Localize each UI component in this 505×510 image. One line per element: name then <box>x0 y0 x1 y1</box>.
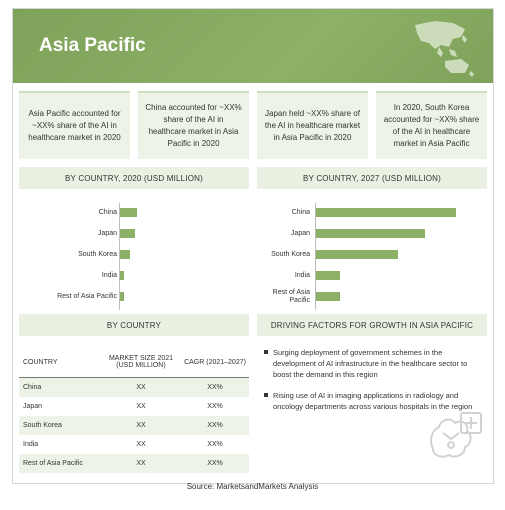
chart-category-label: South Korea <box>78 251 117 258</box>
chart-category-label: Japan <box>97 230 117 237</box>
chart-category-label: Rest of Asia Pacific <box>57 293 117 300</box>
table-row <box>19 397 249 416</box>
list-item <box>263 347 487 380</box>
chart-2027-title: BY COUNTRY, 2027 (USD MILLION) <box>257 167 487 189</box>
table-header-market-size: MARKET SIZE 2021 (USD MILLION) <box>101 347 181 378</box>
fact-china: China accounted for ~XX% share of the AI in healthcare market in Asia Pacific in 2020 <box>138 91 249 159</box>
table-cell-country: Rest of Asia Pacific <box>19 454 101 473</box>
source-note: Source: MarketsandMarkets Analysis <box>186 482 319 491</box>
table-cell-country: China <box>19 378 101 398</box>
chart-bar <box>120 271 124 280</box>
table-cell-market-size: XX <box>136 441 146 448</box>
table-cell-cagr: XX% <box>181 454 249 473</box>
chart-bar <box>120 250 130 259</box>
table-cell-cagr: XX% <box>181 378 249 398</box>
driver-text: Rising use of AI in imaging applications in radiology and oncology departments across various hospitals in the region <box>273 391 473 411</box>
fact-asia-pacific: Asia Pacific accounted for ~XX% share of the AI in healthcare market in 2020 <box>19 91 130 159</box>
fact-japan: Japan held ~XX% share of the AI in healthcare market in Asia Pacific in 2020 <box>257 91 368 159</box>
chart-bar <box>316 292 340 301</box>
table-cell-market-size: XX <box>101 378 181 398</box>
drivers-title: DRIVING FACTORS FOR GROWTH IN ASIA PACIFIC <box>257 314 487 336</box>
chart-bar <box>120 229 135 238</box>
table-row <box>19 435 249 454</box>
chart-category-label: India <box>294 272 310 279</box>
table-row <box>19 454 249 473</box>
bullet-icon <box>264 350 268 354</box>
chart-bar <box>120 292 124 301</box>
table-cell-cagr: XX% <box>207 403 223 410</box>
chart-category-label: South Korea <box>271 251 310 258</box>
driver-text: Surging deployment of government schemes in the development of AI infrastructure in the healthcare sector to boost the demand in this region <box>273 348 468 379</box>
table-cell-market-size: XX <box>136 403 146 410</box>
bullet-icon <box>264 393 268 397</box>
fact-south-korea: In 2020, South Korea accounted for ~XX% share of the AI in healthcare market in Asia Pacific <box>376 91 487 159</box>
table-title: BY COUNTRY <box>19 314 249 336</box>
facts-row <box>19 91 487 159</box>
table-cell-country: India <box>23 440 39 448</box>
chart-category-label: Rest of Asia Pacific <box>272 289 310 304</box>
asia-pacific-map-icon <box>405 17 477 79</box>
table-cell-market-size: XX <box>101 454 181 473</box>
table-row <box>19 416 249 435</box>
table-cell-country: South Korea <box>19 416 101 435</box>
table-row <box>19 378 249 398</box>
healthcare-ai-icon <box>425 409 487 469</box>
chart-bar <box>316 271 340 280</box>
infographic-frame <box>12 8 494 484</box>
chart-bar <box>316 208 456 217</box>
table-header-cagr: CAGR (2021–2027) <box>181 347 249 378</box>
chart-category-label: China <box>291 209 310 216</box>
chart-category-label: China <box>98 209 117 216</box>
chart-bar <box>316 229 425 238</box>
table-header-country: COUNTRY <box>19 347 101 378</box>
table-cell-cagr: XX% <box>207 441 223 448</box>
table-cell-cagr: XX% <box>181 416 249 435</box>
table-cell-market-size: XX <box>101 416 181 435</box>
country-table <box>19 347 249 473</box>
page-title: Asia Pacific <box>39 35 146 56</box>
header-banner <box>13 9 493 83</box>
chart-bar <box>120 208 137 217</box>
chart-2020-title: BY COUNTRY, 2020 (USD MILLION) <box>19 167 249 189</box>
chart-bar <box>316 250 398 259</box>
table-cell-country: Japan <box>23 402 43 410</box>
chart-category-label: Japan <box>290 230 310 237</box>
chart-category-label: India <box>101 272 117 279</box>
